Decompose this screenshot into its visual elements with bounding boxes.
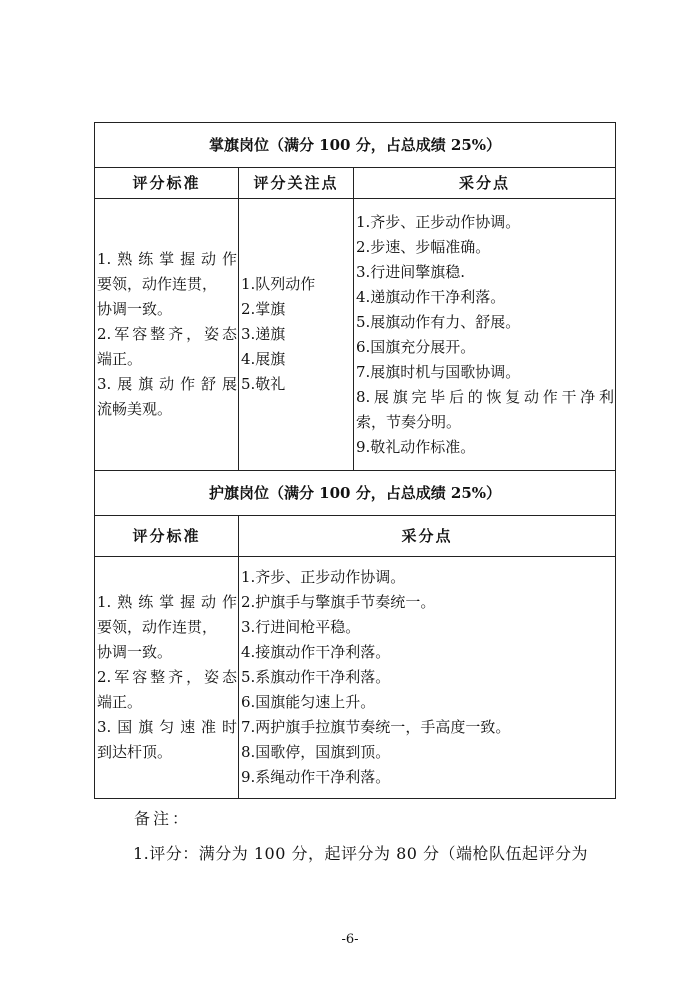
section1-points-cell: [354, 199, 616, 471]
section1-header-criteria: 评分标准: [95, 168, 239, 199]
section1-points-line: 索，节奏分明。: [356, 412, 462, 431]
section1-points-line: 8.展旗完毕后的恢复动作干净利: [356, 387, 614, 406]
section1-focus-line: 3.递旗: [241, 325, 286, 343]
section1-points-line: 4.递旗动作干净利落。: [356, 287, 506, 306]
section1-criteria-line: 3.展旗动作舒展: [97, 375, 237, 393]
section1-header-focus: 评分关注点: [239, 168, 354, 199]
section1-points-line: 2.步速、步幅准确。: [356, 237, 491, 256]
section2-points-line: 7.两护旗手拉旗节奏统一，手高度一致。: [241, 718, 511, 736]
section1-points-line: 5.展旗动作有力、舒展。: [356, 312, 521, 331]
section1-criteria-cell: [95, 199, 239, 471]
section2-criteria-line: 3.国旗匀速准时: [97, 718, 237, 736]
section1-points-line: 3.行进间擎旗稳.: [356, 262, 466, 281]
section2-points-line: 8.国歌停，国旗到顶。: [241, 743, 391, 761]
section2-criteria-line: 端正。: [97, 693, 143, 711]
section2-criteria-line: 协调一致。: [97, 643, 173, 661]
section2-criteria-cell: [95, 557, 239, 799]
section2-criteria-line: 2.军容整齐，姿态: [97, 668, 237, 686]
section2-points-line: 6.国旗能匀速上升。: [241, 693, 376, 711]
section1-focus-line: 5.敬礼: [241, 375, 286, 393]
section1-criteria-line: 协调一致。: [97, 300, 173, 318]
section2-points-line: 3.行进间枪平稳。: [241, 618, 361, 636]
section1-criteria-line: 2.军容整齐，姿态: [97, 325, 237, 343]
section2-header-points: 采分点: [239, 516, 616, 557]
section1-focus-line: 1.队列动作: [241, 275, 316, 293]
section2-criteria-line: 要领，动作连贯，: [97, 618, 218, 636]
section1-criteria-line: 要领，动作连贯，: [97, 275, 218, 293]
page-number: -6-: [341, 932, 359, 947]
section2-points-line: 2.护旗手与擎旗手节奏统一。: [241, 593, 436, 611]
section2-points-line: 9.系绳动作干净利落。: [241, 768, 391, 786]
section1-header-points: 采分点: [354, 168, 616, 199]
section2-criteria-line: 1.熟练掌握动作: [97, 593, 237, 611]
notes-line-1: 1.评分：满分为 100 分，起评分为 80 分（端枪队伍起评分为: [133, 844, 589, 863]
section1-points-line: 1.齐步、正步动作协调。: [356, 212, 521, 231]
section1-criteria-line: 流畅美观。: [97, 400, 173, 418]
section2-criteria-line: 到达杆顶。: [97, 743, 173, 761]
scoring-table: [94, 122, 616, 799]
section1-focus-line: 4.展旗: [241, 350, 286, 368]
section2-points-line: 4.接旗动作干净利落。: [241, 643, 391, 661]
section1-points-line: 9.敬礼动作标准。: [356, 437, 476, 456]
section1-focus-cell: [239, 199, 354, 471]
section1-points-line: 7.展旗时机与国歌协调。: [356, 362, 521, 381]
section2-points-cell: [239, 557, 616, 799]
section2-points-line: 5.系旗动作干净利落。: [241, 668, 391, 686]
section2-header-criteria: 评分标准: [95, 516, 239, 557]
section1-focus-line: 2.掌旗: [241, 300, 286, 318]
section1-points-line: 6.国旗充分展开。: [356, 337, 476, 356]
section1-criteria-line: 端正。: [97, 350, 143, 368]
section2-title: 护旗岗位（满分 100 分，占总成绩 25%）: [95, 471, 616, 516]
section1-title: 掌旗岗位（满分 100 分，占总成绩 25%）: [95, 123, 616, 168]
section2-points-line: 1.齐步、正步动作协调。: [241, 568, 406, 586]
notes-label: 备注：: [134, 809, 192, 828]
section1-criteria-line: 1.熟练掌握动作: [97, 250, 237, 268]
